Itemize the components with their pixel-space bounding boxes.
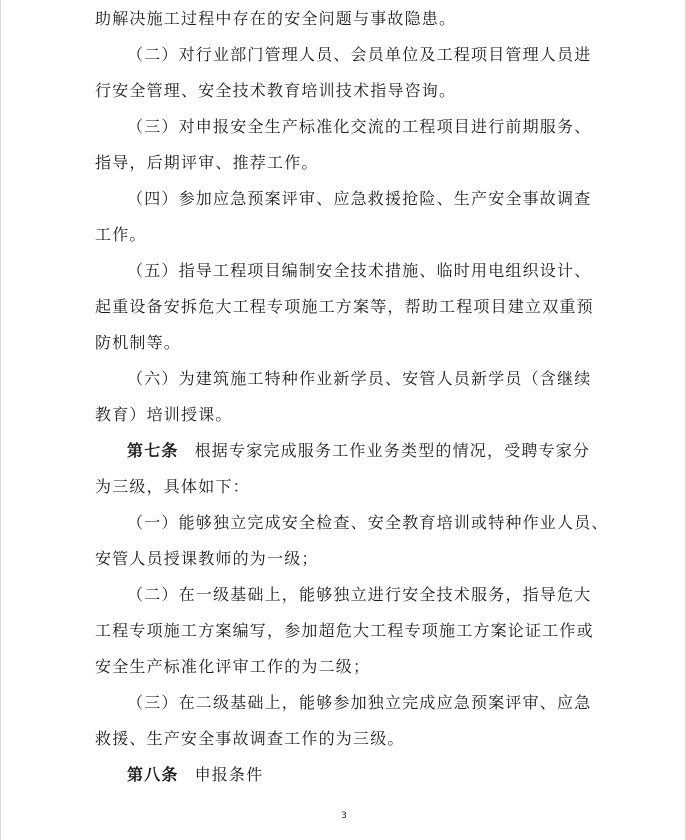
item-6-line-2: 教育）培训授课。 (95, 405, 233, 424)
item-3-line-2: 指导，后期评审、推荐工作。 (95, 153, 319, 172)
level-2-line-3: 安全生产标准化评审工作的为二级； (95, 657, 371, 676)
item-2-line-1: （二）对行业部门管理人员、会员单位及工程项目管理人员进 (127, 45, 592, 64)
item-4-line-1: （四）参加应急预案评审、应急救援抢险、生产安全事故调查 (127, 189, 592, 208)
item-4-line-2: 工作。 (95, 225, 147, 244)
item-5-line-3: 防机制等。 (95, 333, 182, 352)
page-number: 3 (341, 811, 347, 821)
article-7-heading: 第七条 (127, 441, 179, 460)
level-2-line-1: （二）在一级基础上，能够独立进行安全技术服务，指导危大 (127, 585, 592, 604)
level-3-line-2: 救援、生产安全事故调查工作的为三级。 (95, 729, 405, 748)
article-7-line-2: 为三级，具体如下： (95, 477, 250, 496)
paragraph-continuation-line: 助解决施工过程中存在的安全问题与事故隐患。 (95, 9, 457, 28)
level-2-line-2: 工程专项施工方案编写，参加超危大工程专项施工方案论证工作或 (95, 621, 594, 640)
document-body (95, 0, 609, 793)
item-5-line-2: 起重设备安拆危大工程专项施工方案等，帮助工程项目建立双重预 (95, 297, 594, 316)
article-8-line-1 (95, 757, 605, 793)
item-3-line-1: （三）对申报安全生产标准化交流的工程项目进行前期服务、 (127, 117, 592, 136)
level-1-line-1: （一）能够独立完成安全检查、安全教育培训或特种作业人员、 (127, 513, 609, 532)
article-8-text: 申报条件 (194, 765, 264, 784)
item-6-line-1: （六）为建筑施工特种作业新学员、安管人员新学员（含继续 (127, 369, 592, 388)
article-8-heading: 第八条 (127, 765, 179, 784)
level-1-line-2: 安管人员授课教师的为一级； (95, 549, 319, 568)
item-2-line-2: 行安全管理、安全技术教育培训技术指导咨询。 (95, 81, 457, 100)
article-7-line-1 (95, 433, 605, 469)
level-3-line-1: （三）在二级基础上，能够参加独立完成应急预案评审、应急 (127, 693, 592, 712)
item-5-line-1: （五）指导工程项目编制安全技术措施、临时用电组织设计、 (127, 261, 592, 280)
article-7-text: 根据专家完成服务工作业务类型的情况，受聘专家分 (194, 441, 591, 460)
